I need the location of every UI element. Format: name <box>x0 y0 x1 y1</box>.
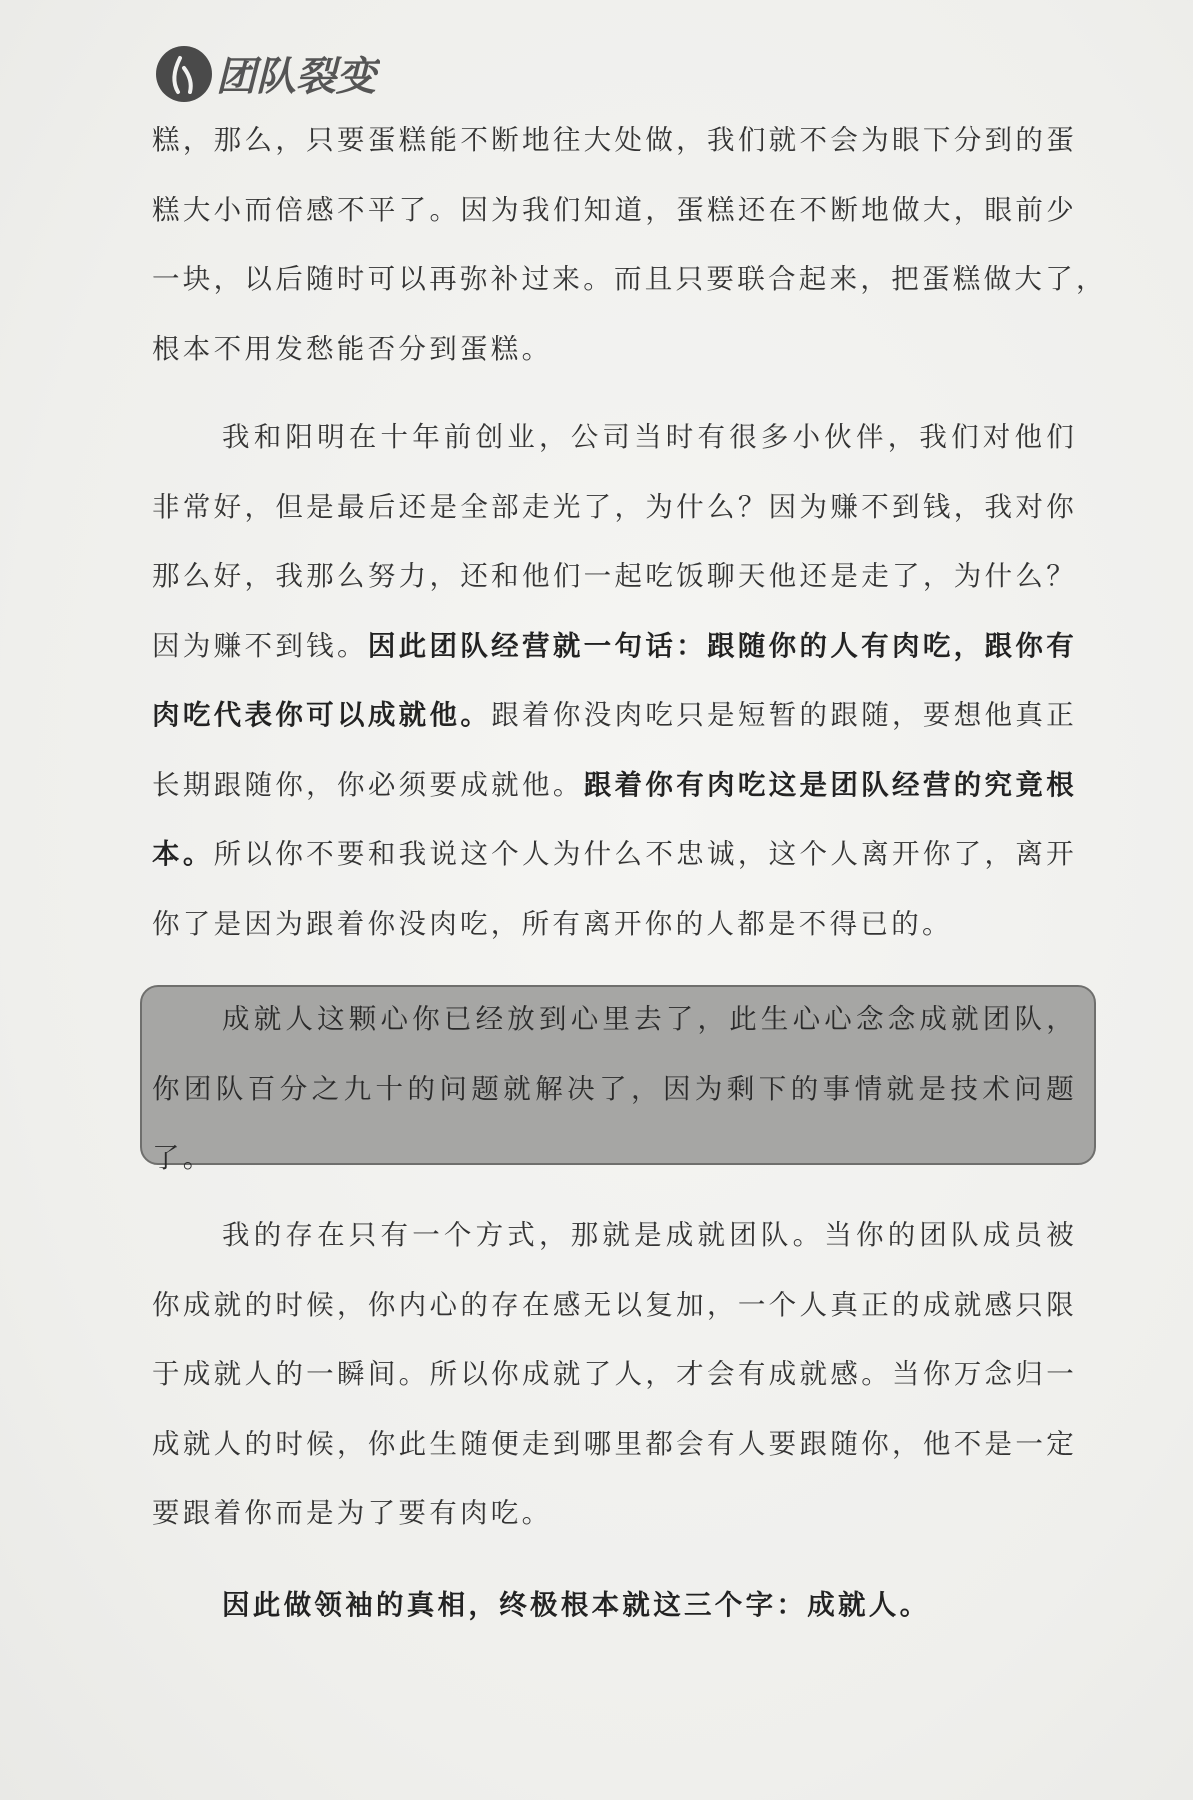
paragraph-startup-story <box>152 403 1077 959</box>
text-line <box>152 612 1077 682</box>
text-line: 根本不用发愁能否分到蛋糕。 <box>152 332 553 365</box>
text-segment: 所以你不要和我说这个人为什么不忠诚，这个人离开你了，离开 <box>213 838 1077 870</box>
text-line <box>152 751 1077 821</box>
bold-text-segment: 跟着你有肉吃这是团队经营的究竟根 <box>583 768 1077 801</box>
bold-text-segment: 肉吃代表你可以成就他。 <box>152 699 492 731</box>
text-line: 成就人的时候，你此生随便走到哪里都会有人要跟随你，他不是一定 <box>152 1427 1077 1460</box>
paragraph-conclusion <box>152 1571 1077 1641</box>
text-segment: 跟着你没肉吃只是短暂的跟随，要想他真正 <box>491 699 1077 731</box>
text-line: 成就人这颗心你已经放到心里去了，此生心心念念成就团队， <box>222 1003 1077 1035</box>
text-line: 你团队百分之九十的问题就解决了，因为剩下的事情就是技术问题 <box>152 1072 1077 1105</box>
text-line: 你成就的时候，你内心的存在感无以复加，一个人真正的成就感只限 <box>152 1288 1077 1321</box>
paragraph-cake <box>152 106 1107 384</box>
book-logo <box>150 38 380 110</box>
text-line: 糕，那么，只要蛋糕能不断地往大处做，我们就不会为眼下分到的蛋 <box>152 124 1077 156</box>
text-line: 要跟着你而是为了要有肉吃。 <box>152 1497 553 1529</box>
text-line: 了。 <box>152 1142 214 1174</box>
paragraph-highlighted <box>152 985 1077 1194</box>
book-logo-text: 团队裂变 <box>216 53 376 100</box>
text-line <box>152 820 1077 890</box>
text-line: 于成就人的一瞬间。所以你成就了人，才会有成就感。当你万念归一 <box>152 1358 1077 1390</box>
text-line <box>152 681 1077 751</box>
bold-text-segment: 本。 <box>152 838 214 870</box>
text-line: 非常好，但是最后还是全部走光了，为什么？因为赚不到钱，我对你 <box>152 490 1077 523</box>
text-segment: 因为赚不到钱。 <box>152 629 368 662</box>
text-line: 你了是因为跟着你没肉吃，所有离开你的人都是不得已的。 <box>152 907 953 940</box>
text-line: 我的存在只有一个方式，那就是成就团队。当你的团队成员被 <box>222 1219 1077 1251</box>
text-line: 我和阳明在十年前创业，公司当时有很多小伙伴，我们对他们 <box>222 421 1077 453</box>
text-segment: 长期跟随你，你必须要成就他。 <box>152 768 584 801</box>
paragraph-achievement <box>152 1201 1077 1549</box>
text-line: 糕大小而倍感不平了。因为我们知道，蛋糕还在不断地做大，眼前少 <box>152 193 1077 226</box>
bold-text-segment: 因此团队经营就一句话：跟随你的人有肉吃，跟你有 <box>367 629 1077 662</box>
text-line: 那么好，我那么努力，还和他们一起吃饭聊天他还是走了，为什么？ <box>152 560 1077 592</box>
text-line: 因此做领袖的真相，终极根本就这三个字：成就人。 <box>222 1589 931 1621</box>
text-line: 一块，以后随时可以再弥补过来。而且只要联合起来，把蛋糕做大了， <box>152 263 1107 295</box>
